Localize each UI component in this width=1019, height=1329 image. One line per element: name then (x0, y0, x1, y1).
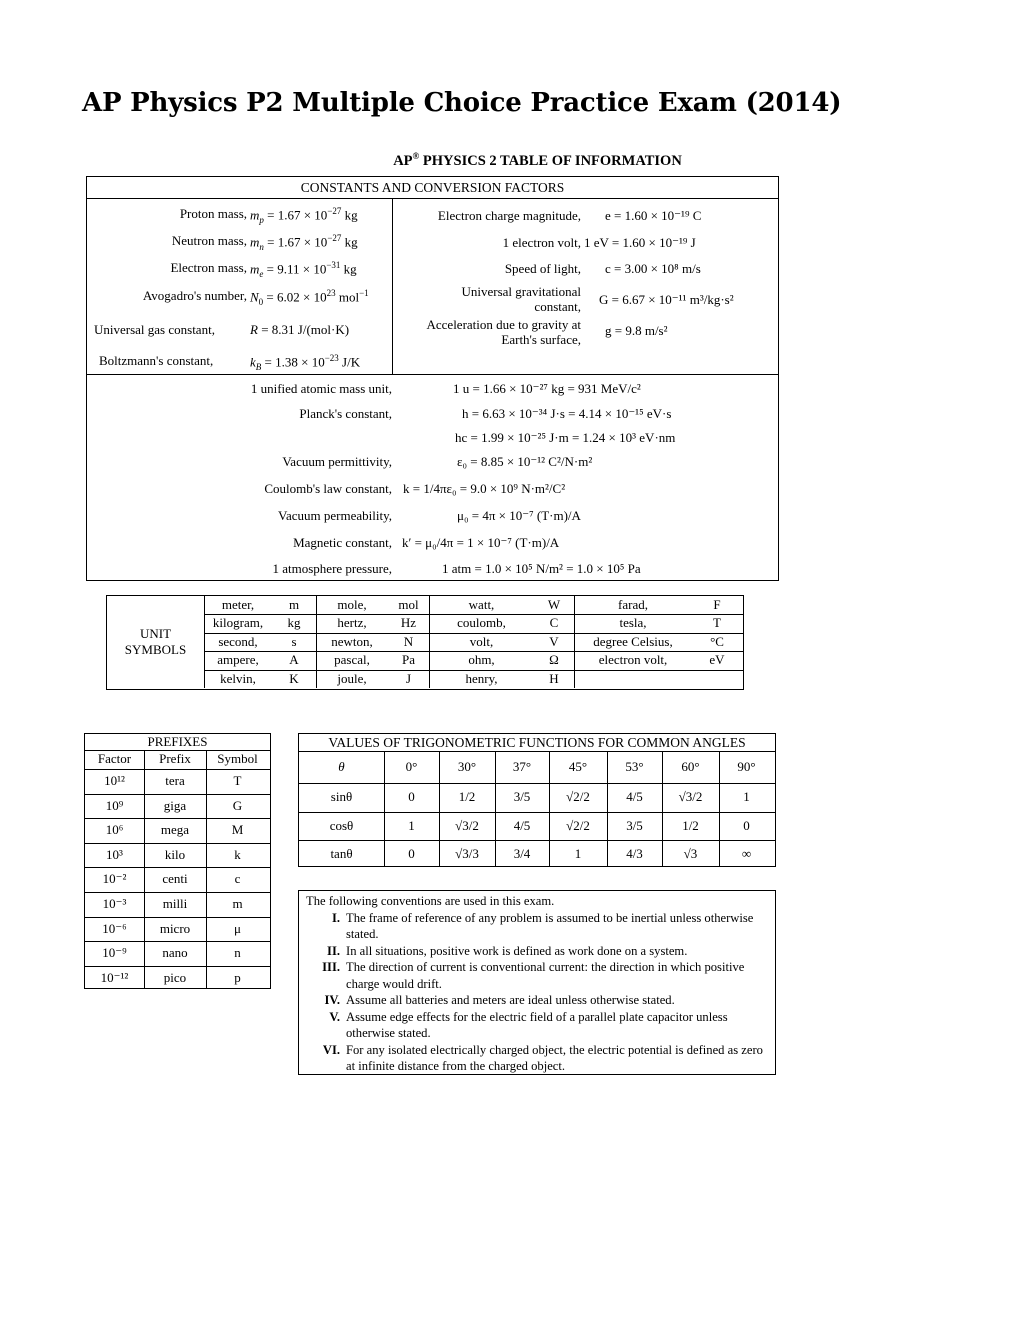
constant-value: 1 u = 1.66 × 10⁻²⁷ kg = 931 MeV/c² (453, 381, 641, 396)
angle-header: 37° (512, 759, 532, 774)
constant-label: 1 atmosphere pressure, (272, 561, 392, 576)
unit: J/K (338, 354, 361, 370)
unit-symbol: s (291, 634, 297, 649)
row-line (85, 966, 270, 967)
constant-value: k = 1/4πε₀ = 9.0 × 10⁹ N·m²/C² (403, 481, 566, 496)
prefix-factor: 10¹² (104, 773, 125, 788)
prefix-factor: 10⁻¹² (100, 969, 129, 985)
unit-name: tesla, (619, 615, 647, 630)
prefix-header: Symbol (217, 751, 258, 766)
symbol-subscript: p (259, 214, 264, 225)
unit-symbol: °C (710, 634, 724, 649)
constant-label: Electron charge magnitude, (437, 208, 581, 223)
constant-value (250, 288, 369, 307)
trig-value: 1 (743, 789, 750, 804)
symbol-subscript: B (255, 361, 262, 372)
unit: kg (341, 234, 358, 250)
unit-symbol: F (713, 597, 721, 612)
convention-number: V. (329, 1009, 340, 1024)
unit-name: mole, (337, 597, 367, 612)
trig-values-table (298, 733, 776, 867)
value: = 8.31 J/(mol·K) (257, 322, 350, 337)
convention-item (306, 992, 767, 1009)
constant-value: e = 1.60 × 10⁻¹⁹ C (605, 208, 702, 223)
registered-mark: ® (412, 151, 420, 161)
trig-value: √3/2 (678, 789, 703, 804)
unit-name: coulomb, (457, 615, 506, 630)
trig-function: tanθ (330, 846, 353, 861)
trig-function: cosθ (329, 818, 354, 833)
trig-value: 3/5 (513, 789, 531, 804)
row-line (85, 794, 270, 795)
constants-upper-section (87, 198, 778, 375)
trig-title: VALUES OF TRIGONOMETRIC FUNCTIONS FOR COMMON ANGLES (299, 734, 775, 752)
page-title: AP Physics P2 Multiple Choice Practice Exam (2014) (82, 88, 842, 118)
convention-number: I. (331, 910, 340, 925)
convention-item (306, 1009, 767, 1042)
value: = 1.67 × 10 (263, 207, 328, 223)
prefix-factor: 10⁻⁹ (102, 945, 127, 961)
value: = 1.38 × 10 (261, 354, 325, 370)
angle-header: 90° (737, 759, 756, 774)
prefix-factor: 10⁻³ (102, 896, 127, 911)
unit-symbol: N (403, 634, 414, 649)
unit-symbol: K (289, 671, 299, 686)
trig-value: √3/3 (455, 846, 479, 861)
symbol: k (250, 354, 256, 370)
constant-label: Neutron mass, (171, 233, 247, 248)
constant-label: Boltzmann's constant, (99, 353, 214, 368)
trig-value: 1 (408, 818, 415, 833)
constant-value: μ₀ = 4π × 10⁻⁷ (T·m)/A (457, 508, 581, 523)
angle-header: 53° (625, 759, 644, 774)
trig-value: 1 (574, 846, 582, 861)
constant-value: k′ = μ₀/4π = 1 × 10⁻⁷ (T·m)/A (402, 535, 560, 550)
convention-text: Assume edge effects for the electric field of a parallel plate capacitor unless otherwise stated. (346, 1009, 728, 1040)
row-line (299, 812, 775, 813)
constant-label: Coulomb's law constant, (264, 481, 392, 496)
constants-header: CONSTANTS AND CONVERSION FACTORS (87, 177, 778, 199)
row-line (85, 892, 270, 893)
unit-name: pascal, (334, 652, 370, 667)
info-title-pre: AP (393, 152, 413, 169)
unit-name: farad, (618, 597, 648, 612)
unit-name: kilogram, (212, 615, 264, 630)
row-line (85, 941, 270, 942)
unit-symbol: J (405, 671, 412, 686)
symbol-subscript: n (259, 241, 264, 252)
exponent: −23 (324, 353, 339, 363)
unit: kg (340, 261, 357, 277)
value: = 1.67 × 10 (263, 234, 328, 250)
convention-number: IV. (324, 993, 340, 1007)
convention-number: VI. (322, 1042, 340, 1057)
constant-value: 1 atm = 1.0 × 10⁵ N/m² = 1.0 × 10⁵ Pa (442, 561, 641, 576)
unit-symbol: V (549, 634, 559, 649)
convention-item (306, 910, 767, 943)
trig-value: 4/3 (626, 846, 643, 861)
unit-symbols-label (107, 596, 205, 688)
unit-symbol: W (547, 597, 561, 612)
prefixes-table (84, 733, 271, 989)
constant-value (250, 260, 357, 279)
constant-label: Universal gravitational constant, (461, 284, 581, 314)
unit-name: watt, (468, 597, 495, 612)
unit-name: henry, (465, 671, 498, 686)
prefix-name: giga (163, 797, 187, 813)
unit-name: second, (218, 634, 258, 649)
unit-symbol: Pa (402, 652, 415, 667)
constant-value: hc = 1.99 × 10⁻²⁵ J·m = 1.24 × 10³ eV·nm (455, 430, 676, 445)
constant-value (250, 206, 358, 225)
angle-header: 0° (405, 759, 418, 774)
constant-value (250, 322, 349, 338)
constant-label: 1 electron volt, (502, 235, 581, 250)
prefix-name: mega (160, 822, 190, 838)
convention-number: II. (327, 943, 340, 958)
prefix-symbol: M (231, 822, 244, 838)
angle-header: 60° (681, 759, 700, 774)
prefix-symbol: p (234, 969, 241, 985)
constant-value (250, 353, 360, 372)
symbol: N (250, 289, 259, 305)
unit-symbol: A (289, 652, 299, 667)
unit-name: volt, (469, 634, 494, 649)
prefix-symbol: μ (234, 920, 241, 936)
trig-value: 1/2 (682, 818, 699, 833)
unit-name: hertz, (337, 615, 367, 630)
unit-name: ohm, (468, 652, 495, 667)
trig-function: sinθ (330, 789, 353, 804)
angle-header: 45° (568, 759, 588, 774)
prefix-symbol: m (232, 896, 243, 911)
trig-value: 3/5 (626, 818, 643, 833)
prefix-factor: 10⁻⁶ (102, 920, 127, 936)
constant-label: Universal gas constant, (94, 322, 215, 337)
unit-name: ampere, (217, 652, 259, 667)
row-line (85, 818, 270, 819)
unit-symbol: eV (709, 652, 725, 667)
unit-symbol: T (713, 615, 721, 630)
unit-symbol: mol (398, 597, 419, 612)
value: = 6.02 × 10 (263, 289, 327, 305)
unit-name: meter, (221, 597, 255, 612)
convention-item (306, 1042, 767, 1075)
convention-text: In all situations, positive work is defined as work done on a system. (346, 943, 688, 958)
convention-text: For any isolated electrically charged object, the electric potential is defined as zero at infinite distance from the charged object. (346, 1042, 763, 1073)
unit-symbol: kg (287, 615, 301, 630)
constant-label: Acceleration due to gravity at Earth's surface, (426, 317, 581, 347)
symbol: R (250, 322, 258, 337)
constant-label: 1 unified atomic mass unit, (250, 381, 392, 396)
unit-name: newton, (331, 634, 373, 649)
unit-symbol: C (549, 615, 559, 630)
trig-value: 1/2 (458, 789, 476, 804)
unit-symbols-table (106, 595, 744, 690)
column-divider (392, 198, 393, 374)
convention-text: The frame of reference of any problem is assumed to be inertial unless otherwise stated. (346, 910, 754, 941)
convention-text: The direction of current is conventional current: the direction in which positive charge would drift. (346, 960, 745, 991)
prefixes-title: PREFIXES (85, 734, 270, 751)
trig-value: √3/2 (455, 818, 479, 833)
exponent: −27 (327, 206, 342, 216)
prefix-symbol: c (234, 871, 241, 887)
constant-value (250, 233, 358, 252)
constant-label: Vacuum permeability, (278, 508, 392, 523)
prefix-factor: 10³ (106, 846, 123, 862)
constant-label: Electron mass, (170, 260, 247, 275)
table-of-information-title (0, 151, 1019, 170)
trig-value: 3/4 (513, 846, 531, 861)
prefix-name: milli (162, 896, 188, 911)
exponent: −27 (327, 233, 342, 243)
constant-label: Vacuum permittivity, (282, 454, 392, 469)
trig-value: 4/5 (513, 818, 531, 833)
trig-value: √3 (683, 846, 698, 861)
convention-item (306, 959, 767, 992)
constant-label: Proton mass, (179, 206, 247, 221)
prefix-header: Factor (97, 751, 132, 766)
constant-value: 1 eV = 1.60 × 10⁻¹⁹ J (584, 235, 696, 250)
unit: kg (341, 207, 358, 223)
info-title-post: PHYSICS 2 TABLE OF INFORMATION (419, 152, 682, 169)
unit-name: kelvin, (220, 671, 256, 686)
symbol: m (250, 207, 260, 223)
constant-value: G = 6.67 × 10⁻¹¹ m³/kg·s² (599, 292, 734, 307)
trig-value: 4/5 (626, 789, 643, 804)
row-line (299, 840, 775, 841)
unit-exponent: −1 (359, 288, 369, 298)
row-line (85, 843, 270, 844)
constant-value: h = 6.63 × 10⁻³⁴ J·s = 4.14 × 10⁻¹⁵ eV·s (462, 406, 672, 421)
row-line (299, 783, 775, 784)
prefix-header: Prefix (159, 751, 191, 766)
trig-value: 0 (408, 846, 415, 861)
trig-value: 0 (408, 789, 415, 804)
convention-text: Assume all batteries and meters are ideal unless otherwise stated. (346, 993, 675, 1007)
conventions-intro: The following conventions are used in this exam. (306, 894, 555, 908)
unit-label-line1: UNIT (139, 626, 172, 641)
prefix-symbol: G (232, 797, 243, 813)
row-line (85, 769, 270, 770)
unit-symbol: Ω (549, 652, 559, 667)
constant-label: Magnetic constant, (293, 535, 392, 550)
symbol: m (250, 234, 260, 250)
unit: mol (335, 289, 360, 305)
exponent: 23 (326, 288, 336, 298)
unit-name: electron volt, (598, 652, 668, 667)
value: = 9.11 × 10 (263, 261, 327, 277)
symbol-subscript: 0 (258, 296, 264, 307)
prefix-symbol: k (234, 846, 241, 862)
prefix-name: micro (159, 920, 191, 936)
unit-symbol: H (549, 671, 559, 686)
symbol: m (250, 261, 260, 277)
symbol-subscript: e (259, 268, 264, 279)
prefix-name: nano (162, 945, 188, 961)
prefix-name: centi (162, 871, 188, 887)
constant-value: ε₀ = 8.85 × 10⁻¹² C²/N·m² (457, 454, 593, 469)
trig-value: √2/2 (566, 789, 590, 804)
row-line (85, 867, 270, 868)
theta-header: θ (338, 759, 345, 774)
unit-name: degree Celsius, (593, 634, 673, 649)
trig-value: 0 (743, 818, 750, 833)
prefix-factor: 10⁹ (105, 797, 124, 813)
prefix-name: kilo (164, 846, 186, 862)
constant-label: Planck's constant, (299, 406, 392, 421)
trig-value: ∞ (741, 846, 752, 861)
prefix-factor: 10⁻² (102, 871, 127, 887)
convention-number: III. (322, 960, 340, 974)
unit-label-line2: SYMBOLS (124, 642, 187, 657)
unit-symbol: m (288, 597, 300, 612)
exponent: −31 (326, 260, 341, 270)
constant-value: c = 3.00 × 10⁸ m/s (605, 261, 701, 276)
constant-value: g = 9.8 m/s² (605, 323, 668, 338)
constants-table (86, 176, 779, 581)
convention-item (306, 943, 767, 960)
prefix-symbol: T (233, 773, 242, 788)
constant-label: Avogadro's number, (142, 288, 247, 303)
prefix-factor: 10⁶ (105, 822, 124, 838)
angle-header: 30° (457, 759, 477, 774)
trig-value: √2/2 (566, 818, 590, 833)
conventions-box (298, 890, 776, 1075)
unit-name: joule, (337, 671, 367, 686)
prefix-name: pico (163, 969, 187, 985)
constant-label: Speed of light, (504, 261, 581, 276)
unit-symbol: Hz (400, 615, 417, 630)
prefix-name: tera (165, 773, 185, 788)
row-line (85, 917, 270, 918)
prefix-symbol: n (234, 945, 241, 961)
